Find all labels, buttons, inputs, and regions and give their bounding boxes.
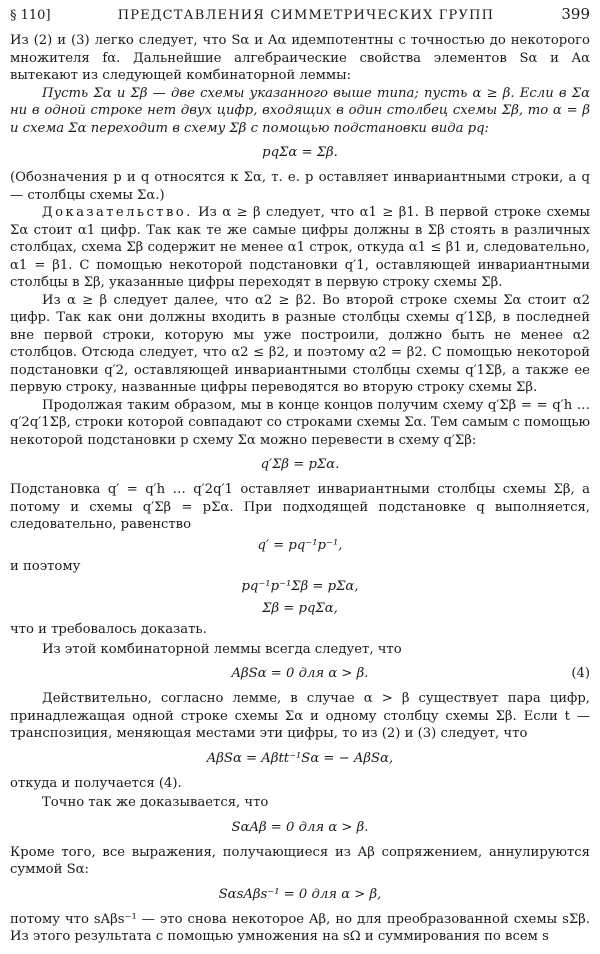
formula-pq-sigma: pqΣα = Σβ. — [262, 145, 338, 160]
paragraph-continuing: Продолжая таким образом, мы в конце концов получим схему q′Σβ = = q′h … q′2q′1Σβ, строки которой совпадают со строками схемы Σα. Тем самым с помощью некоторой подстановки p схему Σα можно перевести в схему q′Σβ: — [10, 397, 590, 448]
formula-s-alpha-a-beta: SαAβ = 0 для α > β. — [231, 819, 369, 835]
lemma-statement: Пусть Σα и Σβ — две схемы указанного выше типа; пусть α ≥ β. Если в Σα ни в одной строке нет двух цифр, входящих в один столбец схемы Σβ, то α = β и схема Σα переходит в схему Σβ с помощью подстановки вида pq: — [10, 85, 590, 136]
formula-q-prime: q′Σβ = pΣα. — [260, 457, 340, 472]
text-and-therefore: и поэтому — [10, 558, 81, 574]
text-qed: что и требовалось доказать. — [10, 622, 207, 637]
paragraph-notation: (Обозначения p и q относятся к Σα, т. е. p оставляет инвариантными строки, а q — столбцы схемы Σα.) — [10, 170, 590, 203]
paragraph-because: потому что sAβs⁻¹ — это снова некоторое Aβ, но для преобразованной схемы sΣβ. Из этого результата с помощью умножения на sΩ и суммирования по всем s — [10, 911, 590, 944]
paragraph-similarly: Точно так же доказывается, что — [42, 795, 269, 810]
paragraph-indeed: Действительно, согласно лемме, в случае α > β существует пара цифр, принадлежащая одной строке схемы Σα и одному столбцу схемы Σβ. Если t — транспозиция, меняющая местами эти цифры, то из (2) и (3) следует, что — [10, 691, 590, 741]
formula-conjugate: SαsAβs⁻¹ = 0 для α > β, — [218, 886, 382, 902]
formula-q-prime-eq: q′ = pq⁻¹p⁻¹, — [257, 537, 343, 553]
text-whence: откуда и получается (4). — [10, 775, 182, 791]
proof-word: Доказательство. — [42, 205, 193, 220]
paragraph-consequence: Из этой комбинаторной леммы всегда следует, что — [42, 641, 402, 657]
formula-4-body: AβSα = 0 для α > β. — [231, 666, 369, 681]
page-number: 399 — [561, 5, 590, 23]
formula-pq-inverse: pq⁻¹p⁻¹Σβ = pΣα, — [241, 579, 359, 594]
formula-transposition: AβSα = Aβtt⁻¹Sα = − AβSα, — [206, 750, 394, 766]
proof-text: Из α ≥ β следует, что α1 ≥ β1. В первой строке схемы Σα стоит α1 цифр. Так как те же самые цифры должны в Σβ стоять в различных столбцах, схема Σβ содержит не менее α1 строк, откуда α1 ≤ β1 и, следовательно, α1 = β1. С помощью некоторой подстановки q′1, оставляющей инвариантными столбцы в Σβ, указанные цифры переходят в первую строку схемы Σβ. — [10, 205, 590, 290]
proof-paragraph — [10, 204, 590, 292]
page-header — [10, 6, 590, 32]
paragraph-1: Из (2) и (3) легко следует, что Sα и Aα идемпотентны с точностью до некоторого множителя fα. Дальнейшие алгебраические свойства элементов Sα и Aα вытекают из следующей комбинаторной леммы: — [10, 33, 590, 83]
equation-number-4: (4) — [571, 666, 590, 681]
paragraph-moreover: Кроме того, все выражения, получающиеся из Aβ сопряжением, аннулируются суммой Sα: — [10, 844, 590, 877]
paragraph-substitution: Подстановка q′ = q′h … q′2q′1 оставляет инвариантными столбцы схемы Σβ, а потому и схемы q′Σβ = pΣα. При подходящей подстановке q выполняется, следовательно, равенство — [10, 482, 590, 532]
section-number: § 110] — [10, 8, 51, 23]
paragraph-second-row: Из α ≥ β следует далее, что α2 ≥ β2. Во второй строке схемы Σα стоит α2 цифр. Так как они должны входить в разные столбцы схемы q′1Σβ, в последней вне первой строки, которую мы уже построили, должно быть не менее α2 столбцов. Отсюда следует, что α2 ≤ β2, и поэтому α2 = β2. С помощью некоторой подстановки q′2, оставляющей инвариантными столбцы схемы q′1Σβ, а также ее первую строку, названные цифры переводятся во вторую строку схемы Σβ. — [10, 292, 590, 395]
formula-sigma-beta: Σβ = pqΣα, — [262, 601, 338, 616]
formula-4 — [10, 664, 590, 684]
running-title: ПРЕДСТАВЛЕНИЯ СИММЕТРИЧЕСКИХ ГРУПП — [117, 8, 495, 23]
